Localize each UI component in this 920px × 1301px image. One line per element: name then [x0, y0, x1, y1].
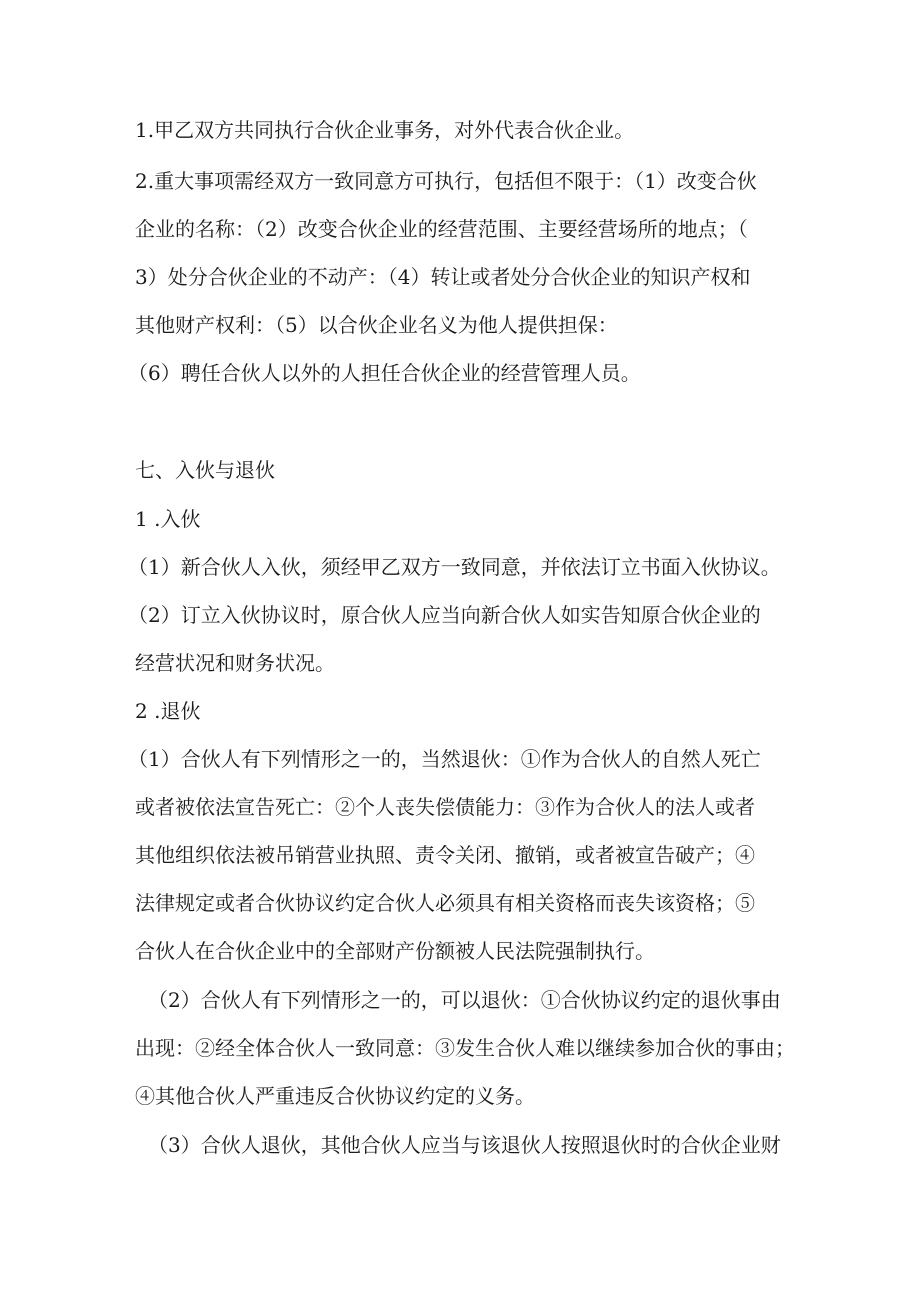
clause-line: 合伙人在合伙企业中的全部财产份额被人民法院强制执行。 [135, 939, 655, 963]
clause-line: （2）订立入伙协议时，原合伙人应当向新合伙人如实告知原合伙企业的 [128, 603, 761, 627]
clause-line: （6）聘任合伙人以外的人担任合伙企业的经营管理人员。 [128, 361, 641, 385]
clause-line: 2.重大事项需经双方一致同意方可执行，包括但不限于：（1）改变合伙 [135, 169, 757, 193]
clause-line: 1.甲乙双方共同执行合伙企业事务，对外代表合伙企业。 [135, 118, 635, 142]
section-heading: 七、入伙与退伙 [135, 458, 275, 482]
clause-line: （2）合伙人有下列情形之一的，可以退伙：①合伙协议约定的退伙事由 [148, 988, 781, 1012]
subsection-heading: 2 .退伙 [135, 699, 201, 723]
clause-line: （1）新合伙人入伙，须经甲乙双方一致同意，并依法订立书面入伙协议。 [128, 555, 781, 579]
clause-line: （3）合伙人退伙，其他合伙人应当与该退伙人按照退伙时的合伙企业财 [148, 1133, 781, 1157]
clause-line: 企业的名称：（2）改变合伙企业的经营范围、主要经营场所的地点；（ [135, 217, 748, 241]
clause-line: 其他财产权利：（5）以合伙企业名义为他人提供担保： [135, 313, 618, 337]
clause-line: ④其他合伙人严重违反合伙协议约定的义务。 [135, 1084, 535, 1108]
clause-line: 出现：②经全体合伙人一致同意：③发生合伙人难以继续参加合伙的事由； [135, 1036, 795, 1060]
clause-line: 其他组织依法被吊销营业执照、责令关闭、撤销，或者被宣告破产；④ [135, 843, 755, 867]
clause-line: 法律规定或者合伙协议约定合伙人必须具有相关资格而丧失该资格；⑤ [135, 891, 755, 915]
clause-line: 或者被依法宣告死亡：②个人丧失偿债能力：③作为合伙人的法人或者 [135, 795, 755, 819]
clause-line: （1）合伙人有下列情形之一的，当然退伙：①作为合伙人的自然人死亡 [128, 747, 761, 771]
clause-line: 经营状况和财务状况。 [135, 651, 335, 675]
clause-line: 3）处分合伙企业的不动产：（4）转让或者处分合伙企业的知识产权和 [135, 265, 751, 289]
subsection-heading: 1 .入伙 [135, 507, 201, 531]
